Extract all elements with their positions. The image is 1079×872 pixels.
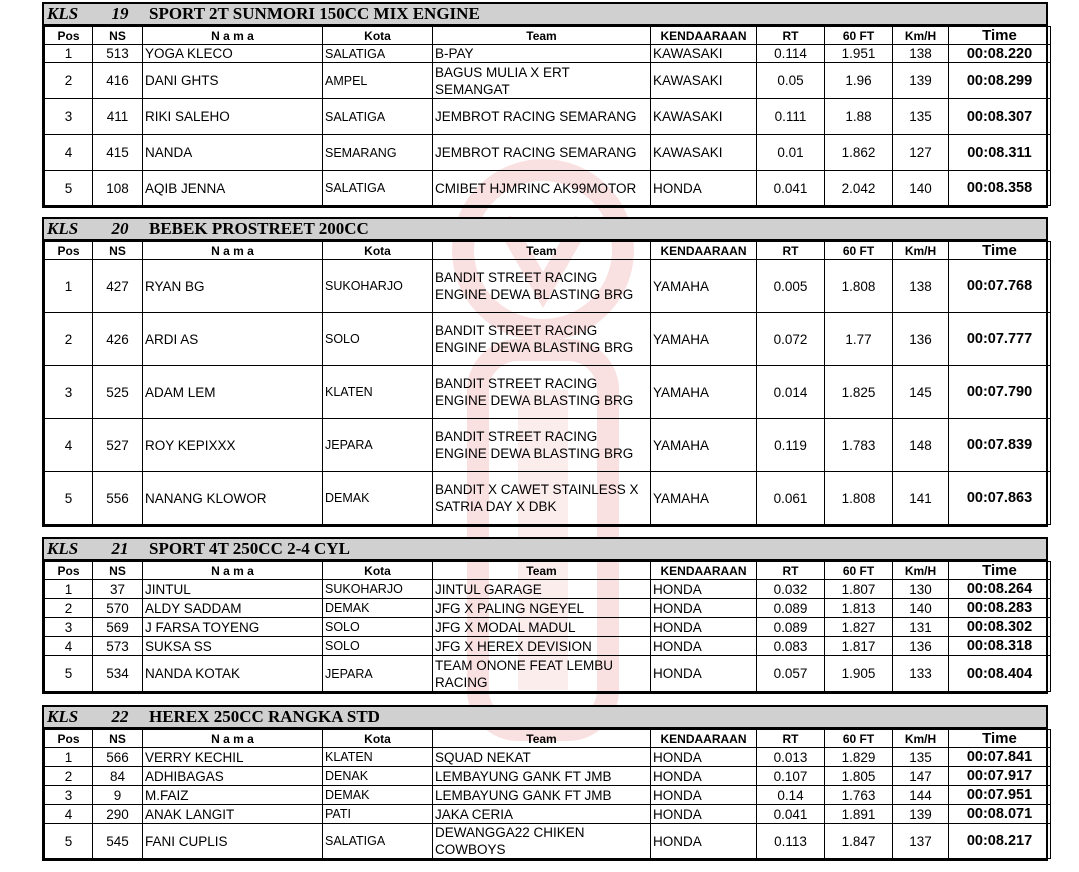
class-header xyxy=(44,219,1046,241)
kmh: 130 xyxy=(893,580,949,599)
col-kmh: Km/H xyxy=(893,730,949,748)
nama: ROY KEPIXXX xyxy=(143,419,323,472)
table-row xyxy=(45,135,1051,171)
table-header-row xyxy=(45,27,1051,45)
nama: ADAM LEM xyxy=(143,366,323,419)
race-class-section xyxy=(42,2,1048,208)
kota: SOLO xyxy=(323,618,433,637)
table-header-row xyxy=(45,730,1051,748)
pos: 5 xyxy=(45,171,93,206)
ns: 513 xyxy=(93,45,143,63)
col-kmh: Km/H xyxy=(893,562,949,580)
sixty-ft: 1.951 xyxy=(825,45,893,63)
sixty-ft: 1.813 xyxy=(825,599,893,618)
team: JFG X PALING NGEYEL xyxy=(433,599,651,618)
rt: 0.072 xyxy=(757,313,825,366)
col-kmh: Km/H xyxy=(893,27,949,45)
team: CMIBET HJMRINC AK99MOTOR xyxy=(433,171,651,206)
rt: 0.01 xyxy=(757,135,825,171)
table-row xyxy=(45,366,1051,419)
kota: KLATEN xyxy=(323,366,433,419)
table-row xyxy=(45,805,1051,824)
col-ns: NS xyxy=(93,562,143,580)
ns: 569 xyxy=(93,618,143,637)
sixty-ft: 1.827 xyxy=(825,618,893,637)
kmh: 148 xyxy=(893,419,949,472)
kmh: 133 xyxy=(893,656,949,692)
pos: 2 xyxy=(45,63,93,99)
kmh: 145 xyxy=(893,366,949,419)
sixty-ft: 1.905 xyxy=(825,656,893,692)
rt: 0.013 xyxy=(757,748,825,767)
kmh: 141 xyxy=(893,472,949,525)
nama: ARDI AS xyxy=(143,313,323,366)
nama: ADHIBAGAS xyxy=(143,767,323,786)
table-row xyxy=(45,580,1051,599)
time: 00:08.299 xyxy=(949,63,1051,99)
time: 00:08.307 xyxy=(949,99,1051,135)
class-header xyxy=(44,4,1046,26)
kendaraan: HONDA xyxy=(651,767,757,786)
table-row xyxy=(45,63,1051,99)
time: 00:08.311 xyxy=(949,135,1051,171)
col-rt: RT xyxy=(757,562,825,580)
nama: FANI CUPLIS xyxy=(143,824,323,859)
table-row xyxy=(45,637,1051,656)
time: 00:08.283 xyxy=(949,599,1051,618)
pos: 2 xyxy=(45,313,93,366)
rt: 0.041 xyxy=(757,171,825,206)
kota: DEMAK xyxy=(323,786,433,805)
ns: 290 xyxy=(93,805,143,824)
ns: 566 xyxy=(93,748,143,767)
col-60ft: 60 FT xyxy=(825,27,893,45)
ns: 411 xyxy=(93,99,143,135)
kmh: 135 xyxy=(893,748,949,767)
race-class-section xyxy=(42,537,1048,694)
kmh: 140 xyxy=(893,171,949,206)
sixty-ft: 1.783 xyxy=(825,419,893,472)
kendaraan: HONDA xyxy=(651,805,757,824)
pos: 5 xyxy=(45,472,93,525)
col-nama: N a m a xyxy=(143,562,323,580)
rt: 0.041 xyxy=(757,805,825,824)
kota: JEPARA xyxy=(323,419,433,472)
team: JEMBROT RACING SEMARANG xyxy=(433,135,651,171)
ns: 37 xyxy=(93,580,143,599)
team: SQUAD NEKAT xyxy=(433,748,651,767)
class-name: HEREX 250CC RANGKA STD xyxy=(149,707,380,726)
col-nama: N a m a xyxy=(143,242,323,260)
time: 00:08.404 xyxy=(949,656,1051,692)
team: JINTUL GARAGE xyxy=(433,580,651,599)
time: 00:07.863 xyxy=(949,472,1051,525)
table-row xyxy=(45,767,1051,786)
nama: J FARSA TOYENG xyxy=(143,618,323,637)
pos: 3 xyxy=(45,366,93,419)
kmh: 127 xyxy=(893,135,949,171)
kmh: 139 xyxy=(893,805,949,824)
nama: DANI GHTS xyxy=(143,63,323,99)
ns: 527 xyxy=(93,419,143,472)
pos: 4 xyxy=(45,419,93,472)
col-pos: Pos xyxy=(45,27,93,45)
kendaraan: HONDA xyxy=(651,824,757,859)
nama: ANAK LANGIT xyxy=(143,805,323,824)
ns: 416 xyxy=(93,63,143,99)
col-nama: N a m a xyxy=(143,27,323,45)
kmh: 136 xyxy=(893,313,949,366)
kota: PATI xyxy=(323,805,433,824)
time: 00:08.302 xyxy=(949,618,1051,637)
race-class-section xyxy=(42,705,1048,861)
table-row xyxy=(45,260,1051,313)
table-row xyxy=(45,45,1051,63)
ns: 556 xyxy=(93,472,143,525)
col-pos: Pos xyxy=(45,562,93,580)
col-kota: Kota xyxy=(323,730,433,748)
pos: 3 xyxy=(45,618,93,637)
team: B-PAY xyxy=(433,45,651,63)
kendaraan: YAMAHA xyxy=(651,472,757,525)
time: 00:07.790 xyxy=(949,366,1051,419)
results-table xyxy=(44,26,1051,206)
nama: ALDY SADDAM xyxy=(143,599,323,618)
ns: 570 xyxy=(93,599,143,618)
time: 00:08.071 xyxy=(949,805,1051,824)
pos: 2 xyxy=(45,767,93,786)
team: JAKA CERIA xyxy=(433,805,651,824)
kendaraan: KAWASAKI xyxy=(651,135,757,171)
team: BANDIT X CAWET STAINLESS X SATRIA DAY X DBK xyxy=(433,472,651,525)
kota: SALATIGA xyxy=(323,824,433,859)
kmh: 144 xyxy=(893,786,949,805)
sixty-ft: 1.807 xyxy=(825,580,893,599)
rt: 0.14 xyxy=(757,786,825,805)
sixty-ft: 1.88 xyxy=(825,99,893,135)
class-header xyxy=(44,707,1046,729)
kmh: 136 xyxy=(893,637,949,656)
kmh: 139 xyxy=(893,63,949,99)
kendaraan: HONDA xyxy=(651,637,757,656)
team: LEMBAYUNG GANK FT JMB xyxy=(433,786,651,805)
kendaraan: KAWASAKI xyxy=(651,45,757,63)
class-name: SPORT 2T SUNMORI 150CC MIX ENGINE xyxy=(149,4,480,23)
pos: 4 xyxy=(45,637,93,656)
time: 00:08.318 xyxy=(949,637,1051,656)
kendaraan: YAMAHA xyxy=(651,313,757,366)
time: 00:08.217 xyxy=(949,824,1051,859)
kota: DEMAK xyxy=(323,599,433,618)
race-class-section xyxy=(42,217,1048,527)
col-ns: NS xyxy=(93,27,143,45)
team: BANDIT STREET RACING ENGINE DEWA BLASTING BRG xyxy=(433,313,651,366)
col-pos: Pos xyxy=(45,242,93,260)
nama: VERRY KECHIL xyxy=(143,748,323,767)
col-rt: RT xyxy=(757,27,825,45)
nama: YOGA KLECO xyxy=(143,45,323,63)
pos: 3 xyxy=(45,99,93,135)
col-rt: RT xyxy=(757,730,825,748)
nama: SUKSA SS xyxy=(143,637,323,656)
kendaraan: KAWASAKI xyxy=(651,63,757,99)
table-row xyxy=(45,656,1051,692)
table-row xyxy=(45,599,1051,618)
kendaraan: YAMAHA xyxy=(651,419,757,472)
kmh: 138 xyxy=(893,260,949,313)
nama: NANDA xyxy=(143,135,323,171)
nama: JINTUL xyxy=(143,580,323,599)
team: DEWANGGA22 CHIKEN COWBOYS xyxy=(433,824,651,859)
time: 00:07.768 xyxy=(949,260,1051,313)
results-table xyxy=(44,729,1051,859)
col-kota: Kota xyxy=(323,27,433,45)
rt: 0.114 xyxy=(757,45,825,63)
kendaraan: YAMAHA xyxy=(651,366,757,419)
time: 00:07.951 xyxy=(949,786,1051,805)
pos: 5 xyxy=(45,656,93,692)
col-team: Team xyxy=(433,562,651,580)
pos: 1 xyxy=(45,45,93,63)
table-row xyxy=(45,472,1051,525)
pos: 4 xyxy=(45,135,93,171)
rt: 0.113 xyxy=(757,824,825,859)
time: 00:08.358 xyxy=(949,171,1051,206)
sixty-ft: 1.808 xyxy=(825,472,893,525)
kendaraan: HONDA xyxy=(651,580,757,599)
table-row xyxy=(45,748,1051,767)
nama: M.FAIZ xyxy=(143,786,323,805)
rt: 0.014 xyxy=(757,366,825,419)
ns: 573 xyxy=(93,637,143,656)
results-table xyxy=(44,561,1051,692)
table-header-row xyxy=(45,242,1051,260)
kls-label: KLS xyxy=(47,707,79,726)
rt: 0.032 xyxy=(757,580,825,599)
pos: 2 xyxy=(45,599,93,618)
ns: 427 xyxy=(93,260,143,313)
col-kendaraan: KENDAARAAN xyxy=(651,730,757,748)
pos: 1 xyxy=(45,748,93,767)
kota: SUKOHARJO xyxy=(323,260,433,313)
kota: AMPEL xyxy=(323,63,433,99)
time: 00:08.264 xyxy=(949,580,1051,599)
col-nama: N a m a xyxy=(143,730,323,748)
kls-label: KLS xyxy=(47,539,79,558)
class-number: 21 xyxy=(111,539,129,558)
col-time: Time xyxy=(949,562,1051,580)
team: JEMBROT RACING SEMARANG xyxy=(433,99,651,135)
sixty-ft: 1.96 xyxy=(825,63,893,99)
sixty-ft: 1.862 xyxy=(825,135,893,171)
rt: 0.005 xyxy=(757,260,825,313)
kendaraan: HONDA xyxy=(651,786,757,805)
table-row xyxy=(45,824,1051,859)
table-row xyxy=(45,171,1051,206)
rt: 0.107 xyxy=(757,767,825,786)
kls-label: KLS xyxy=(47,4,79,23)
ns: 415 xyxy=(93,135,143,171)
kendaraan: HONDA xyxy=(651,618,757,637)
pos: 1 xyxy=(45,580,93,599)
class-name: SPORT 4T 250CC 2-4 CYL xyxy=(149,539,350,558)
sixty-ft: 1.77 xyxy=(825,313,893,366)
col-60ft: 60 FT xyxy=(825,242,893,260)
col-team: Team xyxy=(433,242,651,260)
sixty-ft: 1.829 xyxy=(825,748,893,767)
kmh: 140 xyxy=(893,599,949,618)
kota: DEMAK xyxy=(323,472,433,525)
nama: RIKI SALEHO xyxy=(143,99,323,135)
nama: RYAN BG xyxy=(143,260,323,313)
kmh: 138 xyxy=(893,45,949,63)
col-team: Team xyxy=(433,730,651,748)
team: TEAM ONONE FEAT LEMBU RACING xyxy=(433,656,651,692)
team: BANDIT STREET RACING ENGINE DEWA BLASTING BRG xyxy=(433,419,651,472)
table-row xyxy=(45,618,1051,637)
col-kendaraan: KENDAARAAN xyxy=(651,27,757,45)
rt: 0.089 xyxy=(757,599,825,618)
kota: SOLO xyxy=(323,637,433,656)
sixty-ft: 1.825 xyxy=(825,366,893,419)
ns: 534 xyxy=(93,656,143,692)
col-kendaraan: KENDAARAAN xyxy=(651,242,757,260)
rt: 0.057 xyxy=(757,656,825,692)
sixty-ft: 1.763 xyxy=(825,786,893,805)
col-kota: Kota xyxy=(323,562,433,580)
results-table xyxy=(44,241,1051,525)
kota: SALATIGA xyxy=(323,45,433,63)
col-time: Time xyxy=(949,730,1051,748)
table-row xyxy=(45,99,1051,135)
sixty-ft: 2.042 xyxy=(825,171,893,206)
kendaraan: HONDA xyxy=(651,748,757,767)
kota: SUKOHARJO xyxy=(323,580,433,599)
kota: SALATIGA xyxy=(323,99,433,135)
ns: 84 xyxy=(93,767,143,786)
kendaraan: YAMAHA xyxy=(651,260,757,313)
pos: 1 xyxy=(45,260,93,313)
sixty-ft: 1.847 xyxy=(825,824,893,859)
rt: 0.05 xyxy=(757,63,825,99)
sixty-ft: 1.805 xyxy=(825,767,893,786)
ns: 426 xyxy=(93,313,143,366)
class-header xyxy=(44,539,1046,561)
nama: NANDA KOTAK xyxy=(143,656,323,692)
col-rt: RT xyxy=(757,242,825,260)
kota: JEPARA xyxy=(323,656,433,692)
class-number: 19 xyxy=(111,4,129,23)
table-header-row xyxy=(45,562,1051,580)
time: 00:08.220 xyxy=(949,45,1051,63)
kmh: 131 xyxy=(893,618,949,637)
team: BANDIT STREET RACING ENGINE DEWA BLASTING BRG xyxy=(433,366,651,419)
col-time: Time xyxy=(949,242,1051,260)
col-ns: NS xyxy=(93,242,143,260)
col-kmh: Km/H xyxy=(893,242,949,260)
col-team: Team xyxy=(433,27,651,45)
sixty-ft: 1.817 xyxy=(825,637,893,656)
team: LEMBAYUNG GANK FT JMB xyxy=(433,767,651,786)
class-number: 22 xyxy=(111,707,129,726)
kls-label: KLS xyxy=(47,219,79,238)
sixty-ft: 1.808 xyxy=(825,260,893,313)
team: JFG X MODAL MADUL xyxy=(433,618,651,637)
kota: SOLO xyxy=(323,313,433,366)
col-pos: Pos xyxy=(45,730,93,748)
kota: SALATIGA xyxy=(323,171,433,206)
table-row xyxy=(45,786,1051,805)
time: 00:07.777 xyxy=(949,313,1051,366)
class-number: 20 xyxy=(111,219,129,238)
kendaraan: KAWASAKI xyxy=(651,99,757,135)
kota: SEMARANG xyxy=(323,135,433,171)
kendaraan: HONDA xyxy=(651,599,757,618)
rt: 0.119 xyxy=(757,419,825,472)
rt: 0.089 xyxy=(757,618,825,637)
col-kendaraan: KENDAARAAN xyxy=(651,562,757,580)
sixty-ft: 1.891 xyxy=(825,805,893,824)
kendaraan: HONDA xyxy=(651,171,757,206)
class-name: BEBEK PROSTREET 200CC xyxy=(149,219,369,238)
pos: 5 xyxy=(45,824,93,859)
team: BAGUS MULIA X ERT SEMANGAT xyxy=(433,63,651,99)
team: BANDIT STREET RACING ENGINE DEWA BLASTING BRG xyxy=(433,260,651,313)
time: 00:07.839 xyxy=(949,419,1051,472)
ns: 9 xyxy=(93,786,143,805)
team: JFG X HEREX DEVISION xyxy=(433,637,651,656)
pos: 4 xyxy=(45,805,93,824)
ns: 545 xyxy=(93,824,143,859)
kmh: 147 xyxy=(893,767,949,786)
kota: KLATEN xyxy=(323,748,433,767)
table-row xyxy=(45,313,1051,366)
ns: 108 xyxy=(93,171,143,206)
rt: 0.111 xyxy=(757,99,825,135)
time: 00:07.841 xyxy=(949,748,1051,767)
col-60ft: 60 FT xyxy=(825,562,893,580)
col-kota: Kota xyxy=(323,242,433,260)
kendaraan: HONDA xyxy=(651,656,757,692)
nama: NANANG KLOWOR xyxy=(143,472,323,525)
col-ns: NS xyxy=(93,730,143,748)
nama: AQIB JENNA xyxy=(143,171,323,206)
pos: 3 xyxy=(45,786,93,805)
col-60ft: 60 FT xyxy=(825,730,893,748)
ns: 525 xyxy=(93,366,143,419)
kmh: 137 xyxy=(893,824,949,859)
kmh: 135 xyxy=(893,99,949,135)
table-row xyxy=(45,419,1051,472)
col-time: Time xyxy=(949,27,1051,45)
rt: 0.061 xyxy=(757,472,825,525)
rt: 0.083 xyxy=(757,637,825,656)
time: 00:07.917 xyxy=(949,767,1051,786)
kota: DENAK xyxy=(323,767,433,786)
